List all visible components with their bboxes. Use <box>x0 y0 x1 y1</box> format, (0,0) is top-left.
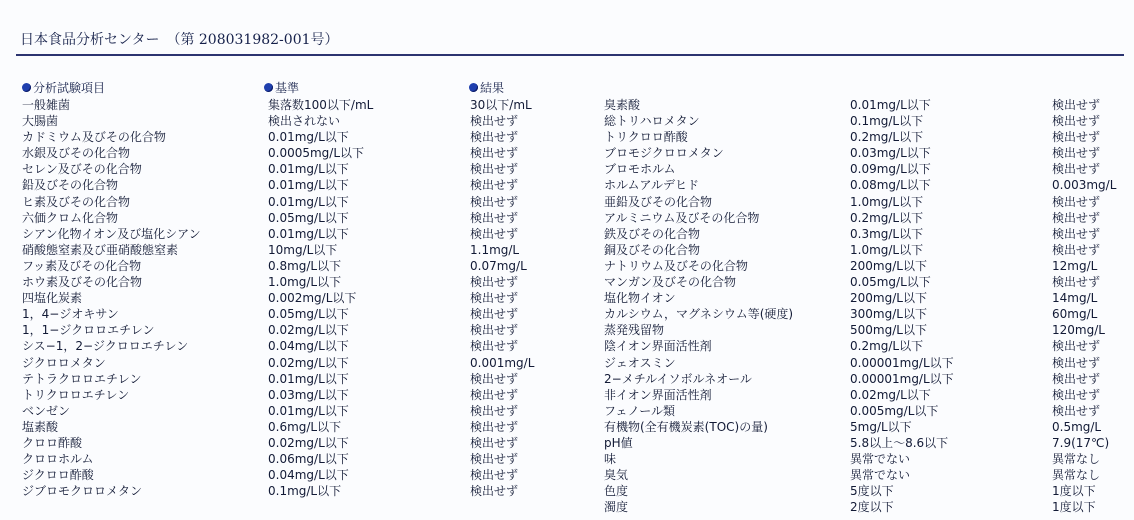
table-row <box>0 403 1134 419</box>
bullet-icon <box>469 83 478 92</box>
column-header-item-label: 分析試験項目 <box>33 81 106 95</box>
cell-result: 0.003mg/L <box>1052 178 1117 193</box>
cell-item: ベンゼン <box>22 403 71 418</box>
cell-result: 検出せず <box>1052 387 1101 402</box>
table-row <box>0 210 1134 226</box>
cell-result: 検出せず <box>470 146 519 161</box>
cell-standard: 0.3mg/L以下 <box>850 226 924 241</box>
cell-item: 塩化物イオン <box>604 291 676 306</box>
cell-result: 0.001mg/L <box>470 355 535 370</box>
cell-item: アルミニウム及びその化合物 <box>604 210 760 225</box>
cell-item: 臭素酸 <box>604 98 641 112</box>
cell-standard: 0.01mg/L以下 <box>850 98 931 112</box>
table-row <box>0 258 1134 274</box>
cell-result: 0.5mg/L <box>1052 419 1102 434</box>
cell-item: マンガン及びその化合物 <box>604 275 737 290</box>
cell-item: 色度 <box>604 484 629 499</box>
cell-item: 銅及びその化合物 <box>604 242 701 257</box>
cell-result: 検出せず <box>470 371 519 386</box>
cell-result: 1度以下 <box>1052 500 1096 515</box>
cell-item: カルシウム，マグネシウム等(硬度) <box>604 307 794 322</box>
cell-standard: 0.1mg/L以下 <box>268 484 342 499</box>
cell-item: ジクロロメタン <box>22 355 106 370</box>
cell-standard: 300mg/L以下 <box>850 307 927 322</box>
cell-item: 臭気 <box>604 468 629 483</box>
cell-item: ジクロロ酢酸 <box>22 468 94 483</box>
cell-standard: 0.8mg/L以下 <box>268 258 342 273</box>
cell-standard: 10mg/L以下 <box>268 242 338 257</box>
cell-standard: 1.0mg/L以下 <box>850 194 924 209</box>
cell-standard: 5.8以上〜8.6以下 <box>850 435 949 450</box>
cell-standard: 0.01mg/L以下 <box>268 403 349 418</box>
cell-standard: 0.02mg/L以下 <box>268 355 349 370</box>
cell-result: 1.1mg/L <box>470 242 520 257</box>
table-row <box>0 194 1134 210</box>
table-row <box>0 451 1134 467</box>
cell-item: ヒ素及びその化合物 <box>22 194 131 209</box>
table-row <box>0 387 1134 403</box>
cell-standard: 0.05mg/L以下 <box>268 307 349 322</box>
cell-standard: 0.005mg/L以下 <box>850 403 939 418</box>
cell-standard: 0.09mg/L以下 <box>850 162 931 177</box>
cell-item: 塩素酸 <box>22 419 59 434</box>
table-row <box>0 145 1134 161</box>
cell-result: 7.9(17℃) <box>1052 435 1110 450</box>
cell-item: 一般雑菌 <box>22 98 71 112</box>
cell-result: 検出せず <box>470 210 519 225</box>
cell-result: 検出せず <box>1052 114 1101 129</box>
cell-standard: 0.02mg/L以下 <box>268 435 349 450</box>
cell-result: 検出せず <box>470 226 519 241</box>
table-row <box>0 177 1134 193</box>
table-row <box>0 97 1134 113</box>
cell-result: 検出せず <box>470 484 519 499</box>
column-header-standard <box>264 79 299 96</box>
cell-result: 検出せず <box>1052 194 1101 209</box>
cell-item: ジェオスミン <box>604 355 676 370</box>
cell-result: 検出せず <box>470 307 519 322</box>
results-table <box>0 97 1134 515</box>
cell-result: 検出せず <box>470 468 519 483</box>
cell-standard: 500mg/L以下 <box>850 323 927 338</box>
cell-result: 30以下/mL <box>470 98 532 112</box>
cell-result: 検出せず <box>1052 130 1101 145</box>
cell-standard: 0.02mg/L以下 <box>268 323 349 338</box>
cell-standard: 集落数100以下/mL <box>268 98 374 112</box>
cell-item: フッ素及びその化合物 <box>22 258 142 273</box>
cell-item: ホウ素及びその化合物 <box>22 275 143 290</box>
cell-result: 検出せず <box>470 403 519 418</box>
cell-standard: 0.01mg/L以下 <box>268 194 349 209</box>
table-row <box>0 161 1134 177</box>
cell-standard: 0.03mg/L以下 <box>268 387 349 402</box>
cell-result: 検出せず <box>470 178 519 193</box>
table-row <box>0 113 1134 129</box>
cell-item: 蒸発残留物 <box>604 323 665 338</box>
cell-result: 検出せず <box>1052 162 1101 177</box>
cell-result: 検出せず <box>1052 210 1101 225</box>
cell-standard: 0.01mg/L以下 <box>268 162 349 177</box>
cell-standard: 0.00001mg/L以下 <box>850 355 954 370</box>
cell-item: 亜鉛及びその化合物 <box>604 194 713 209</box>
table-row <box>0 467 1134 483</box>
table-row <box>0 435 1134 451</box>
cell-standard: 0.2mg/L以下 <box>850 130 924 145</box>
cell-item: 硝酸態窒素及び亜硝酸態窒素 <box>22 242 179 257</box>
cell-item: ホルムアルデヒド <box>604 178 700 193</box>
cell-standard: 200mg/L以下 <box>850 258 927 273</box>
cell-standard: 1.0mg/L以下 <box>268 275 342 290</box>
cell-result: 検出せず <box>470 194 519 209</box>
cell-standard: 0.01mg/L以下 <box>268 130 349 145</box>
cell-result: 検出せず <box>470 291 519 306</box>
cell-result: 検出せず <box>470 162 519 177</box>
cell-standard: 0.01mg/L以下 <box>268 226 349 241</box>
column-header-result-label: 結果 <box>480 81 505 95</box>
cell-item: 有機物(全有機炭素(TOC)の量) <box>604 419 768 434</box>
cell-item: クロロホルム <box>22 452 94 467</box>
cell-result: 検出せず <box>470 452 519 467</box>
cell-item: 鉛及びその化合物 <box>22 178 119 193</box>
cell-standard: 0.2mg/L以下 <box>850 339 924 354</box>
cell-item: 非イオン界面活性剤 <box>604 387 712 402</box>
cell-standard: 0.0005mg/L以下 <box>268 146 365 161</box>
cell-item: トリクロロエチレン <box>22 387 130 402</box>
cell-result: 検出せず <box>470 130 519 145</box>
header-divider <box>16 54 1124 56</box>
cell-item: 濁度 <box>604 500 629 515</box>
cell-result: 検出せず <box>1052 371 1101 386</box>
cell-result: 検出せず <box>470 339 519 354</box>
cell-item: 六価クロム化合物 <box>22 210 119 225</box>
table-row <box>0 419 1134 435</box>
table-row <box>0 338 1134 354</box>
cell-item: ブロモホルム <box>604 162 676 177</box>
cell-result: 検出せず <box>470 323 519 338</box>
table-row <box>0 242 1134 258</box>
table-row <box>0 226 1134 242</box>
table-row <box>0 371 1134 387</box>
cell-item: 1，1−ジクロロエチレン <box>22 323 155 338</box>
cell-standard: 0.04mg/L以下 <box>268 339 349 354</box>
column-header-item <box>22 79 105 96</box>
cell-item: 大腸菌 <box>22 114 59 129</box>
cell-result: 検出せず <box>1052 355 1101 370</box>
cell-item: シアン化物イオン及び塩化シアン <box>22 226 201 241</box>
cell-item: ブロモジクロロメタン <box>604 146 724 161</box>
cell-result: 検出せず <box>470 387 519 402</box>
cell-result: 異常なし <box>1052 452 1101 467</box>
cell-result: 0.07mg/L <box>470 258 527 273</box>
cell-standard: 0.08mg/L以下 <box>850 178 931 193</box>
cell-result: 検出せず <box>470 275 519 290</box>
cell-standard: 0.06mg/L以下 <box>268 452 349 467</box>
cell-item: 総トリハロメタン <box>604 114 700 129</box>
cell-standard: 検出されない <box>268 114 341 129</box>
cell-result: 14mg/L <box>1052 291 1098 306</box>
cell-standard: 0.1mg/L以下 <box>850 114 924 129</box>
cell-standard: 200mg/L以下 <box>850 291 927 306</box>
cell-result: 異常なし <box>1052 468 1101 483</box>
table-row <box>0 274 1134 290</box>
cell-standard: 異常でない <box>850 468 911 483</box>
cell-item: 1，4−ジオキサン <box>22 307 119 322</box>
cell-item: 鉄及びその化合物 <box>604 226 701 241</box>
table-row <box>0 290 1134 306</box>
cell-standard: 0.04mg/L以下 <box>268 468 349 483</box>
cell-standard: 2度以下 <box>850 500 894 515</box>
cell-result: 検出せず <box>470 435 519 450</box>
table-row <box>0 483 1134 499</box>
cell-standard: 0.05mg/L以下 <box>850 275 931 290</box>
cell-result: 120mg/L <box>1052 323 1105 338</box>
cell-standard: 1.0mg/L以下 <box>850 242 924 257</box>
cell-item: pH値 <box>604 435 633 450</box>
cell-standard: 異常でない <box>850 452 911 467</box>
cell-result: 検出せず <box>1052 275 1101 290</box>
cell-result: 検出せず <box>470 114 519 129</box>
cell-item: 2−メチルイソボルネオール <box>604 371 752 386</box>
cell-standard: 0.2mg/L以下 <box>850 210 924 225</box>
cell-standard: 0.03mg/L以下 <box>850 146 931 161</box>
cell-standard: 0.00001mg/L以下 <box>850 371 954 386</box>
cell-item: セレン及びその化合物 <box>22 162 142 177</box>
cell-item: ジブロモクロロメタン <box>22 484 143 499</box>
cell-standard: 0.02mg/L以下 <box>850 387 931 402</box>
cell-standard: 0.6mg/L以下 <box>268 419 342 434</box>
column-header-standard-label: 基準 <box>275 81 300 95</box>
cell-item: 水銀及びその化合物 <box>22 146 131 161</box>
cell-item: 四塩化炭素 <box>22 291 83 306</box>
cell-standard: 0.01mg/L以下 <box>268 371 349 386</box>
cell-standard: 0.002mg/L以下 <box>268 291 357 306</box>
bullet-icon <box>22 83 31 92</box>
cell-result: 1度以下 <box>1052 484 1096 499</box>
cell-result: 検出せず <box>1052 339 1101 354</box>
cell-item: シス−1，2−ジクロロエチレン <box>22 339 189 354</box>
page-title: 日本食品分析センター （第 208031982-001号） <box>20 32 339 48</box>
cell-standard: 0.05mg/L以下 <box>268 210 349 225</box>
table-row <box>0 499 1134 515</box>
cell-result: 12mg/L <box>1052 258 1098 273</box>
cell-item: テトラクロロエチレン <box>22 371 142 386</box>
cell-standard: 5mg/L以下 <box>850 419 912 434</box>
cell-item: クロロ酢酸 <box>22 435 83 450</box>
cell-item: 味 <box>604 452 617 467</box>
cell-result: 60mg/L <box>1052 307 1098 322</box>
cell-result: 検出せず <box>470 419 519 434</box>
table-row <box>0 322 1134 338</box>
cell-result: 検出せず <box>1052 403 1101 418</box>
bullet-icon <box>264 83 273 92</box>
cell-item: トリクロロ酢酸 <box>604 130 688 145</box>
cell-result: 検出せず <box>1052 226 1101 241</box>
cell-item: ナトリウム及びその化合物 <box>604 258 748 273</box>
table-row <box>0 129 1134 145</box>
cell-standard: 5度以下 <box>850 484 894 499</box>
cell-item: 陰イオン界面活性剤 <box>604 339 712 354</box>
table-row <box>0 306 1134 322</box>
cell-result: 検出せず <box>1052 98 1101 112</box>
column-header-result <box>469 79 504 96</box>
table-row <box>0 355 1134 371</box>
cell-item: カドミウム及びその化合物 <box>22 130 166 145</box>
cell-result: 検出せず <box>1052 146 1101 161</box>
cell-item: フェノール類 <box>604 403 676 418</box>
cell-standard: 0.01mg/L以下 <box>268 178 349 193</box>
cell-result: 検出せず <box>1052 242 1101 257</box>
